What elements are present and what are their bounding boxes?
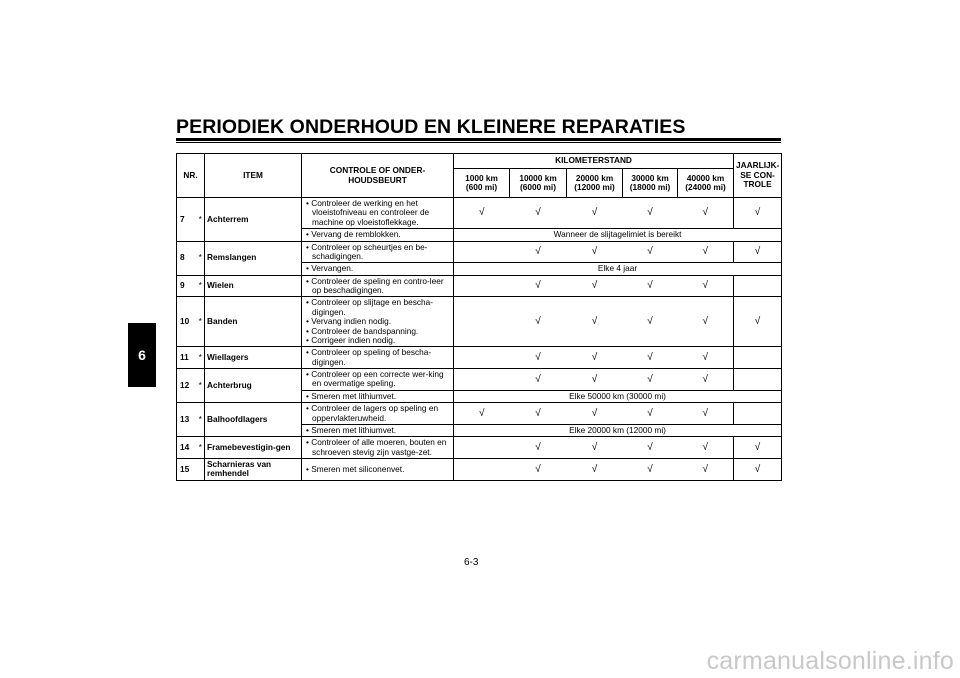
check-mark (454, 459, 510, 481)
row-note: Wanneer de slijtagelimiet is bereikt (454, 229, 782, 241)
row-note: Elke 50000 km (30000 mi) (454, 390, 782, 402)
check-mark: √ (678, 198, 734, 229)
check-line: • Controleer op scheurtjes en be-schadigingen. (306, 241, 428, 261)
header-row (177, 154, 782, 169)
check-mark: √ (567, 369, 623, 391)
check-mark: √ (454, 198, 510, 229)
row-number: 12 (177, 369, 197, 403)
check-line: • Controleer op een correcte wer-king en overmatige speling. (306, 369, 444, 389)
check-mark: √ (678, 297, 734, 347)
row-check (302, 369, 454, 391)
check-mark: √ (678, 403, 734, 425)
check-mark: √ (567, 275, 623, 297)
check-line: • Controleer de lagers op speling en oppervlakteruwheid. (306, 403, 439, 423)
check-mark: √ (510, 369, 567, 391)
check-mark: √ (567, 347, 623, 369)
check-mark: √ (678, 241, 734, 263)
header-km: 1000 km (600 mi) (454, 169, 510, 198)
row-check (302, 424, 454, 436)
row-item: Scharnieras van remhendel (205, 459, 302, 481)
check-line: • Smeren met siliconenvet. (306, 463, 405, 474)
check-mark: √ (567, 459, 623, 481)
check-mark: √ (623, 241, 678, 263)
check-mark (454, 437, 510, 459)
check-mark (734, 369, 782, 391)
check-mark: √ (510, 459, 567, 481)
header-km-group: KILOMETERSTAND (454, 154, 734, 169)
table-row (177, 347, 782, 369)
row-number: 10 (177, 297, 197, 347)
watermark: carmanualsonline.info (706, 647, 954, 675)
check-mark: √ (567, 403, 623, 425)
check-mark: √ (678, 275, 734, 297)
check-mark (734, 403, 782, 425)
check-mark: √ (510, 437, 567, 459)
check-line: • Vervangen. (306, 263, 354, 274)
check-mark: √ (454, 403, 510, 425)
row-check (302, 459, 454, 481)
check-mark: √ (623, 297, 678, 347)
row-item: Achterbrug (205, 369, 302, 403)
header-km: 40000 km (24000 mi) (678, 169, 734, 198)
table-header (177, 154, 782, 198)
row-item: Banden (205, 297, 302, 347)
check-mark (454, 241, 510, 263)
check-mark (454, 275, 510, 297)
page-title: PERIODIEK ONDERHOUD EN KLEINERE REPARATIES (176, 116, 686, 138)
row-number: 13 (177, 403, 197, 437)
check-line: • Smeren met lithiumvet. (306, 424, 397, 435)
check-mark: √ (510, 241, 567, 263)
row-item: Wiellagers (205, 347, 302, 369)
check-mark: √ (623, 198, 678, 229)
row-note: Elke 4 jaar (454, 263, 782, 275)
title-rule (176, 138, 781, 141)
table-row (177, 459, 782, 481)
header-nr: NR. (177, 154, 205, 198)
row-item: Remslangen (205, 241, 302, 275)
check-mark: √ (567, 198, 623, 229)
check-mark: √ (623, 437, 678, 459)
table-body (177, 198, 782, 481)
row-number: 11 (177, 347, 197, 369)
header-item: ITEM (205, 154, 302, 198)
check-mark: √ (510, 347, 567, 369)
table-row (177, 275, 782, 297)
row-check (302, 297, 454, 347)
check-mark: √ (678, 459, 734, 481)
chapter-tab: 6 (128, 323, 156, 387)
check-line: • Vervang indien nodig. (306, 316, 392, 327)
header-km: 10000 km (6000 mi) (510, 169, 567, 198)
table-row (177, 369, 782, 391)
table-row (177, 403, 782, 425)
row-item: Achterrem (205, 198, 302, 242)
check-mark: √ (567, 437, 623, 459)
row-star: * (197, 437, 205, 459)
check-mark: √ (678, 347, 734, 369)
row-star: * (197, 369, 205, 403)
row-check (302, 229, 454, 241)
row-check (302, 347, 454, 369)
row-star: * (197, 347, 205, 369)
title-rule-thin (176, 142, 781, 143)
check-mark: √ (567, 241, 623, 263)
check-mark (734, 347, 782, 369)
check-mark: √ (623, 347, 678, 369)
check-mark: √ (678, 437, 734, 459)
header-annual: JAARLIJK-SE CON-TROLE (734, 154, 782, 198)
row-star (197, 459, 205, 481)
table-row (177, 198, 782, 229)
row-item: Framebevestigin-gen (205, 437, 302, 459)
check-mark (734, 275, 782, 297)
check-mark: √ (734, 241, 782, 263)
row-star: * (197, 403, 205, 437)
table-row (177, 241, 782, 263)
header-km: 20000 km (12000 mi) (567, 169, 623, 198)
check-mark: √ (734, 198, 782, 229)
maintenance-table (176, 153, 782, 481)
check-mark: √ (623, 275, 678, 297)
table-row (177, 437, 782, 459)
row-item: Wielen (205, 275, 302, 297)
row-number: 7 (177, 198, 197, 242)
check-mark: √ (734, 297, 782, 347)
row-star: * (197, 297, 205, 347)
header-km: 30000 km (18000 mi) (623, 169, 678, 198)
row-star: * (197, 241, 205, 275)
check-mark: √ (510, 275, 567, 297)
row-number: 14 (177, 437, 197, 459)
row-number: 9 (177, 275, 197, 297)
check-mark (454, 369, 510, 391)
check-line: • Controleer op speling of bescha-digingen. (306, 347, 432, 367)
check-mark: √ (510, 403, 567, 425)
check-mark: √ (734, 459, 782, 481)
row-check (302, 390, 454, 402)
check-mark: √ (567, 297, 623, 347)
check-mark: √ (623, 459, 678, 481)
row-item: Balhoofdlagers (205, 403, 302, 437)
check-line: • Controleer op slijtage en bescha-digingen. (306, 297, 433, 317)
check-mark: √ (678, 369, 734, 391)
row-star: * (197, 198, 205, 242)
check-line: • Vervang de remblokken. (306, 229, 401, 240)
check-mark: √ (510, 198, 567, 229)
table-row (177, 297, 782, 347)
row-check (302, 198, 454, 229)
row-number: 8 (177, 241, 197, 275)
check-line: • Corrigeer indien nodig. (306, 334, 396, 345)
row-check (302, 437, 454, 459)
row-check (302, 241, 454, 263)
check-mark: √ (623, 369, 678, 391)
check-mark (454, 297, 510, 347)
row-check (302, 275, 454, 297)
check-line: • Controleer de bandspanning. (306, 325, 419, 336)
check-line: • Smeren met lithiumvet. (306, 390, 397, 401)
check-mark: √ (510, 297, 567, 347)
row-check (302, 263, 454, 275)
header-check: CONTROLE OF ONDER-HOUDSBEURT (302, 154, 454, 198)
check-mark (454, 347, 510, 369)
check-mark: √ (734, 437, 782, 459)
row-star: * (197, 275, 205, 297)
check-line: • Controleer de speling en contro-leer op beschadigingen. (306, 275, 444, 295)
page-number: 6-3 (464, 557, 479, 568)
check-line: • Controleer of alle moeren, bouten en schroeven stevig zijn vastge-zet. (306, 437, 447, 457)
row-note: Elke 20000 km (12000 mi) (454, 424, 782, 436)
check-mark: √ (623, 403, 678, 425)
check-line: • Controleer de werking en het vloeistofniveau en controleer de machine op vloeistoflekkage. (306, 198, 430, 227)
row-check (302, 403, 454, 425)
row-number: 15 (177, 459, 197, 481)
